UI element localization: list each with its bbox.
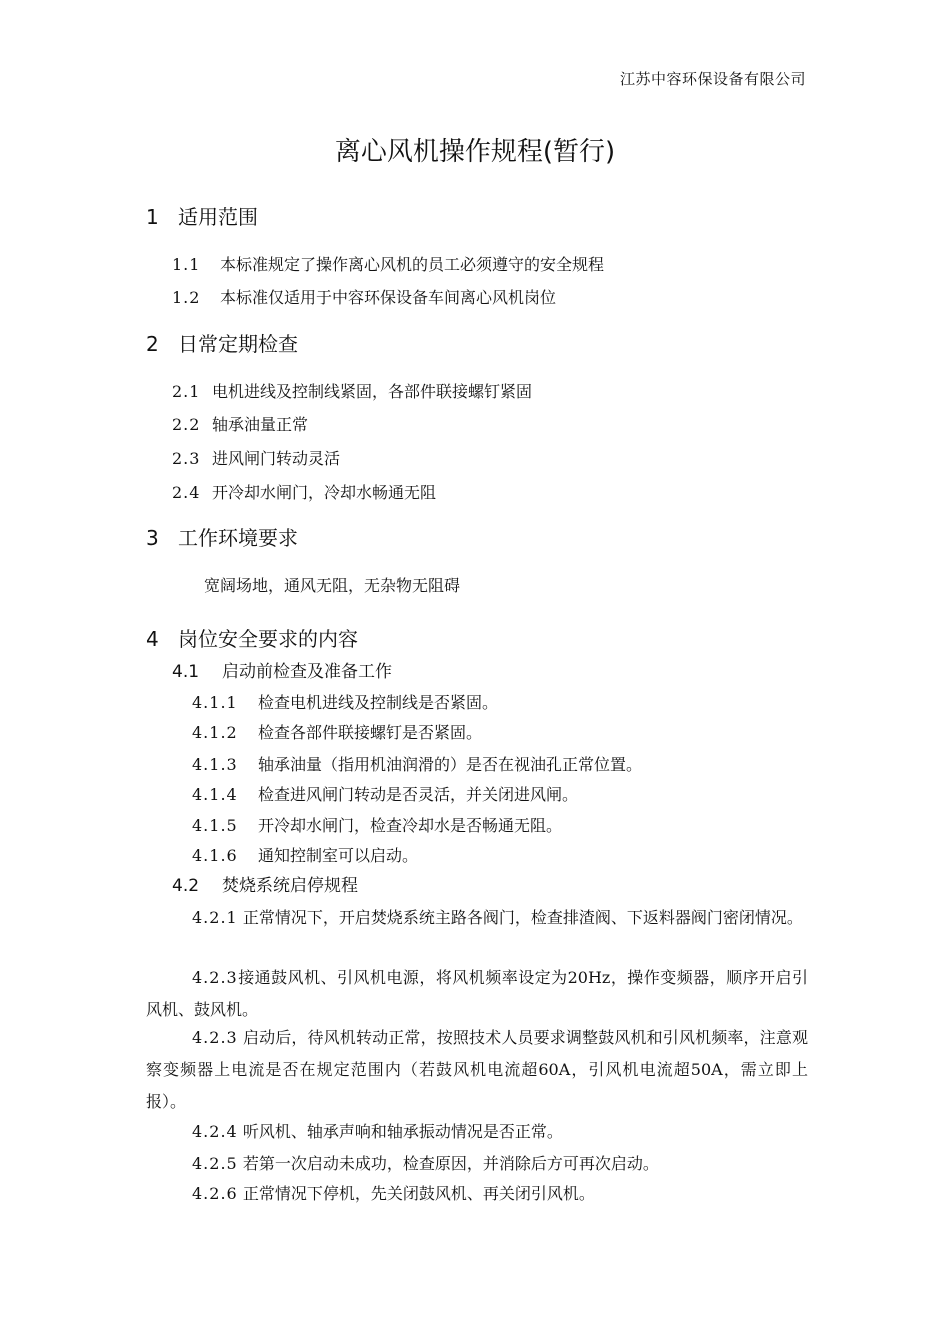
section-number: 1 — [146, 205, 159, 229]
item-number: 4.1.1 — [192, 693, 238, 712]
item-number: 4.1.3 — [192, 755, 238, 774]
section-title: 日常定期检查 — [178, 332, 298, 356]
item-text: 本标准规定了操作离心风机的员工必须遵守的安全规程 — [220, 255, 605, 274]
item-text: 听风机、轴承声响和轴承振动情况是否正常。 — [242, 1122, 563, 1141]
item-number: 2.2 — [172, 415, 201, 434]
section-title: 适用范围 — [178, 205, 258, 229]
item-text: 本标准仅适用于中容环保设备车间离心风机岗位 — [220, 288, 557, 307]
item-text: 通知控制室可以启动。 — [258, 846, 419, 865]
paragraph-item — [146, 1148, 808, 1180]
list-item — [192, 721, 482, 745]
item-text: 正常情况下停机，先关闭鼓风机、再关闭引风机。 — [242, 1184, 595, 1203]
item-number: 4.1.2 — [192, 723, 238, 742]
section-heading-1 — [146, 203, 258, 231]
list-item — [172, 481, 436, 505]
document-title: 离心风机操作规程(暂行) — [334, 137, 616, 167]
item-text: 开冷却水闸门，检查冷却水是否畅通无阻。 — [258, 816, 563, 835]
section-title: 工作环境要求 — [178, 526, 298, 550]
item-number: 4.1.4 — [192, 785, 238, 804]
subsection-heading-4-2 — [172, 874, 358, 898]
subsection-heading-4-1 — [172, 660, 392, 684]
item-number: 4.1.5 — [192, 816, 238, 835]
item-text: 检查进风闸门转动是否灵活，并关闭进风闸。 — [258, 785, 579, 804]
item-text: 正常情况下，开启焚烧系统主路各阀门，检查排渣阀、下返料器阀门密闭情况。 — [242, 908, 803, 927]
item-text: 轴承油量（指用机油润滑的）是否在视油孔正常位置。 — [258, 755, 643, 774]
subsection-number: 4.1 — [172, 662, 200, 682]
section-title: 岗位安全要求的内容 — [178, 627, 358, 651]
item-number: 2.1 — [172, 382, 201, 401]
item-number: 4.2.4 — [192, 1122, 238, 1141]
item-text: 接通鼓风机、引风机电源，将风机频率设定为20Hz，操作变频器，顺序开启引风机、鼓风机。 — [146, 968, 808, 1019]
paragraph: 宽阔场地，通风无阻，无杂物无阻碍 — [204, 576, 461, 595]
item-text: 轴承油量正常 — [212, 415, 309, 434]
section-number: 4 — [146, 627, 159, 651]
paragraph-item — [146, 962, 808, 1026]
item-text: 电机进线及控制线紧固，各部件联接螺钉紧固 — [212, 382, 533, 401]
item-text: 若第一次启动未成功，检查原因，并消除后方可再次启动。 — [242, 1154, 659, 1173]
list-item — [192, 753, 642, 777]
item-text: 进风闸门转动灵活 — [212, 449, 341, 468]
company-name: 江苏中容环保设备有限公司 — [619, 70, 806, 88]
section-number: 2 — [146, 332, 159, 356]
item-number: 2.3 — [172, 449, 201, 468]
item-number: 1.2 — [172, 288, 201, 307]
item-text: 启动后，待风机转动正常，按照技术人员要求调整鼓风机和引风机频率，注意观察变频器上电流是否在规定范围内（若鼓风机电流超60A，引风机电流超50A，需立即上报）。 — [146, 1028, 808, 1111]
subsection-title: 启动前检查及准备工作 — [222, 662, 392, 682]
item-number: 4.2.3 — [192, 1028, 238, 1047]
list-item — [172, 253, 604, 277]
item-text: 检查各部件联接螺钉是否紧固。 — [258, 723, 483, 742]
paragraph-item — [146, 1116, 808, 1148]
list-item — [172, 447, 340, 471]
item-number: 4.2.3 — [192, 968, 238, 987]
section-heading-4 — [146, 625, 358, 653]
list-item — [192, 844, 418, 868]
paragraph-item — [146, 1178, 808, 1210]
list-item — [172, 286, 556, 310]
subsection-number: 4.2 — [172, 876, 200, 896]
item-number: 2.4 — [172, 483, 201, 502]
item-number: 4.2.1 — [192, 908, 238, 927]
section-heading-3 — [146, 524, 298, 552]
list-item — [172, 413, 308, 437]
item-text: 开冷却水闸门，冷却水畅通无阻 — [212, 483, 437, 502]
subsection-title: 焚烧系统启停规程 — [222, 876, 358, 896]
item-number: 4.1.6 — [192, 846, 238, 865]
list-item — [192, 691, 498, 715]
list-item — [192, 783, 578, 807]
paragraph-item — [146, 1022, 808, 1118]
paragraph-item — [146, 902, 808, 934]
item-number: 4.2.5 — [192, 1154, 238, 1173]
section-number: 3 — [146, 526, 159, 550]
item-number: 4.2.6 — [192, 1184, 238, 1203]
item-number: 1.1 — [172, 255, 201, 274]
list-item — [172, 380, 532, 404]
list-item — [192, 814, 562, 838]
item-text: 检查电机进线及控制线是否紧固。 — [258, 693, 499, 712]
section-heading-2 — [146, 330, 298, 358]
